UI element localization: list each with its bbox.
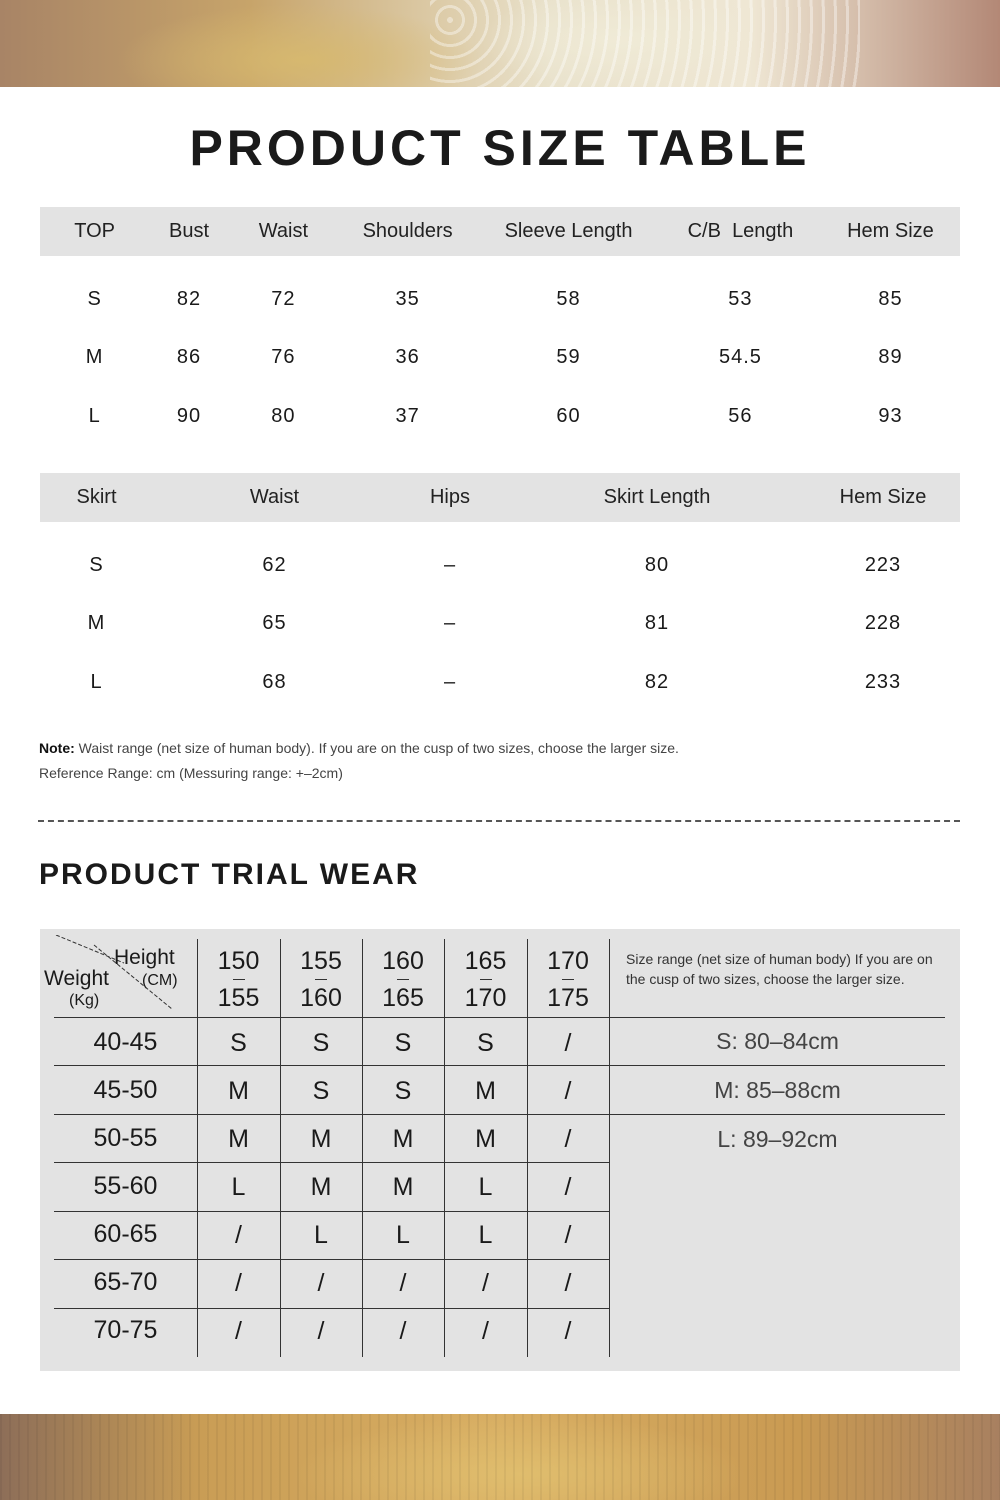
size-label: S [89, 553, 104, 576]
header-cb-length: C/B Length [687, 220, 794, 242]
size-cell: S [312, 1029, 330, 1057]
size-label: L [90, 670, 103, 693]
size-cell: S [312, 1077, 330, 1105]
shoulders-value: 37 [395, 404, 420, 427]
grid-line [54, 1211, 609, 1212]
size-cell: / [399, 1317, 407, 1345]
skirt-length-value: 81 [644, 612, 670, 635]
size-cell: M [392, 1173, 414, 1201]
header-sleeve-length: Sleeve Length [504, 220, 633, 242]
header-top: TOP [74, 220, 116, 242]
grid-line [54, 1065, 945, 1066]
trial-wear-title: PRODUCT TRIAL WEAR [39, 858, 420, 891]
weight-row-label: 65-70 [93, 1268, 158, 1296]
size-note [39, 736, 679, 786]
size-label: L [88, 404, 101, 427]
size-cell: / [564, 1125, 572, 1153]
grid-line [54, 1259, 609, 1260]
hem-size-value: 93 [878, 404, 903, 427]
table-row [40, 270, 960, 329]
height-col-155-160: 155 160 [300, 947, 342, 1012]
bottom-photo-strip [0, 1414, 1000, 1500]
header-skirt-length: Skirt Length [603, 486, 711, 508]
weight-row-label: 70-75 [93, 1316, 158, 1344]
section-divider [38, 820, 960, 822]
table-row [40, 536, 960, 595]
size-cell: / [564, 1173, 572, 1201]
range-l: L: 89–92cm [717, 1126, 838, 1152]
header-waist: Waist [258, 220, 309, 242]
corner-weight-label: Weight [44, 967, 109, 990]
hips-value: – [443, 670, 457, 693]
size-cell: L [231, 1173, 246, 1201]
size-cell: / [235, 1221, 242, 1249]
header-waist: Waist [249, 486, 300, 508]
hem-size-value: 85 [878, 287, 903, 310]
hips-value: – [443, 612, 457, 635]
size-cell: M [310, 1173, 332, 1201]
size-range-note: Size range (net size of human body) If you are on the cusp of two sizes, choose the larger size. [626, 951, 933, 987]
header-hem-size: Hem Size [847, 220, 934, 242]
sleeve-length-value: 58 [556, 287, 581, 310]
top-table-header [40, 207, 960, 256]
size-label: M [87, 612, 106, 635]
hips-value: – [443, 553, 457, 576]
size-cell: L [478, 1173, 493, 1201]
corner-height-label: Height [114, 946, 175, 969]
size-cell: L [478, 1221, 493, 1249]
skirt-size-table [40, 473, 960, 712]
height-col-165-170: 165 170 [464, 947, 507, 1012]
corner-cm-label: (CM) [142, 972, 178, 989]
table-row [40, 595, 960, 654]
weight-row-label: 55-60 [93, 1172, 158, 1200]
size-cell: / [235, 1317, 242, 1345]
waist-value: 62 [262, 553, 287, 576]
height-col-170-175: 170 175 [547, 947, 589, 1012]
lace-collar-detail [430, 0, 860, 87]
weight-row-label: 40-45 [93, 1028, 158, 1056]
weight-row-label: 50-55 [93, 1124, 158, 1152]
range-m: M: 85–88cm [714, 1077, 841, 1103]
waist-value: 72 [271, 287, 296, 310]
size-cell: M [228, 1077, 249, 1105]
waist-value: 80 [271, 404, 296, 427]
table-row [40, 653, 960, 712]
waist-value: 76 [271, 346, 296, 369]
weight-row-label: 60-65 [93, 1220, 158, 1248]
corner-kg-label: (Kg) [69, 992, 100, 1009]
waist-value: 68 [262, 670, 287, 693]
size-cell: / [564, 1077, 572, 1105]
skirt-length-value: 82 [644, 670, 670, 693]
cb-length-value: 56 [728, 404, 753, 427]
header-bust: Bust [169, 220, 210, 242]
size-cell: L [396, 1221, 410, 1249]
bust-value: 86 [176, 346, 202, 369]
grid-line [54, 1308, 609, 1309]
bust-value: 82 [176, 287, 202, 310]
bust-value: 90 [176, 404, 202, 427]
size-cell: / [482, 1269, 489, 1297]
size-cell: M [310, 1125, 332, 1153]
note-label: Note: [39, 740, 75, 756]
hem-size-value: 223 [864, 553, 902, 576]
size-cell: / [564, 1269, 572, 1297]
sleeve-length-value: 60 [556, 404, 581, 427]
range-s: S: 80–84cm [716, 1028, 839, 1054]
hem-size-value: 228 [864, 612, 902, 635]
shoulders-value: 36 [395, 346, 420, 369]
size-cell: M [475, 1125, 496, 1153]
size-label: M [85, 346, 104, 369]
height-col-160-165: 160 165 [382, 947, 424, 1012]
note-text: Waist range (net size of human body). If you are on the cusp of two sizes, choose the larger size. [74, 740, 679, 756]
grid-line [54, 1162, 609, 1163]
grid-line [54, 1114, 945, 1115]
cb-length-value: 53 [728, 287, 753, 310]
size-cell: / [564, 1317, 572, 1345]
size-cell: S [394, 1029, 412, 1057]
size-cell: / [235, 1269, 242, 1297]
size-cell: / [399, 1269, 407, 1297]
page-title: PRODUCT SIZE TABLE [189, 120, 811, 176]
table-row [40, 387, 960, 446]
header-hips: Hips [429, 486, 470, 508]
sleeve-length-value: 59 [556, 346, 581, 369]
size-cell: / [482, 1317, 489, 1345]
table-row [40, 329, 960, 388]
shoulders-value: 35 [395, 287, 420, 310]
waist-value: 65 [262, 612, 287, 635]
skirt-table-header [40, 473, 960, 522]
skirt-length-value: 80 [644, 553, 670, 576]
top-photo-strip [0, 0, 1000, 87]
size-cell: / [564, 1221, 572, 1249]
height-col-150-155: 150 155 [217, 947, 260, 1012]
trial-wear-table [40, 929, 960, 1371]
hem-size-value: 233 [864, 670, 902, 693]
size-cell: / [317, 1317, 325, 1345]
size-cell: S [230, 1029, 247, 1057]
header-hem-size: Hem Size [839, 486, 927, 508]
cb-length-value: 54.5 [718, 346, 762, 369]
grid-line [54, 1017, 945, 1018]
size-cell: / [317, 1269, 325, 1297]
size-cell: M [475, 1077, 496, 1105]
header-skirt: Skirt [76, 486, 117, 508]
top-size-table [40, 207, 960, 446]
reference-range: Reference Range: cm (Messuring range: +–2cm) [39, 765, 343, 781]
weight-row-label: 45-50 [93, 1076, 158, 1104]
size-cell: S [477, 1029, 494, 1057]
size-cell: M [228, 1125, 249, 1153]
size-cell: L [314, 1221, 328, 1249]
size-cell: S [394, 1077, 412, 1105]
size-cell: / [564, 1029, 572, 1057]
hem-size-value: 89 [878, 346, 903, 369]
size-label: S [87, 287, 102, 310]
header-shoulders: Shoulders [362, 220, 453, 242]
size-cell: M [392, 1125, 414, 1153]
